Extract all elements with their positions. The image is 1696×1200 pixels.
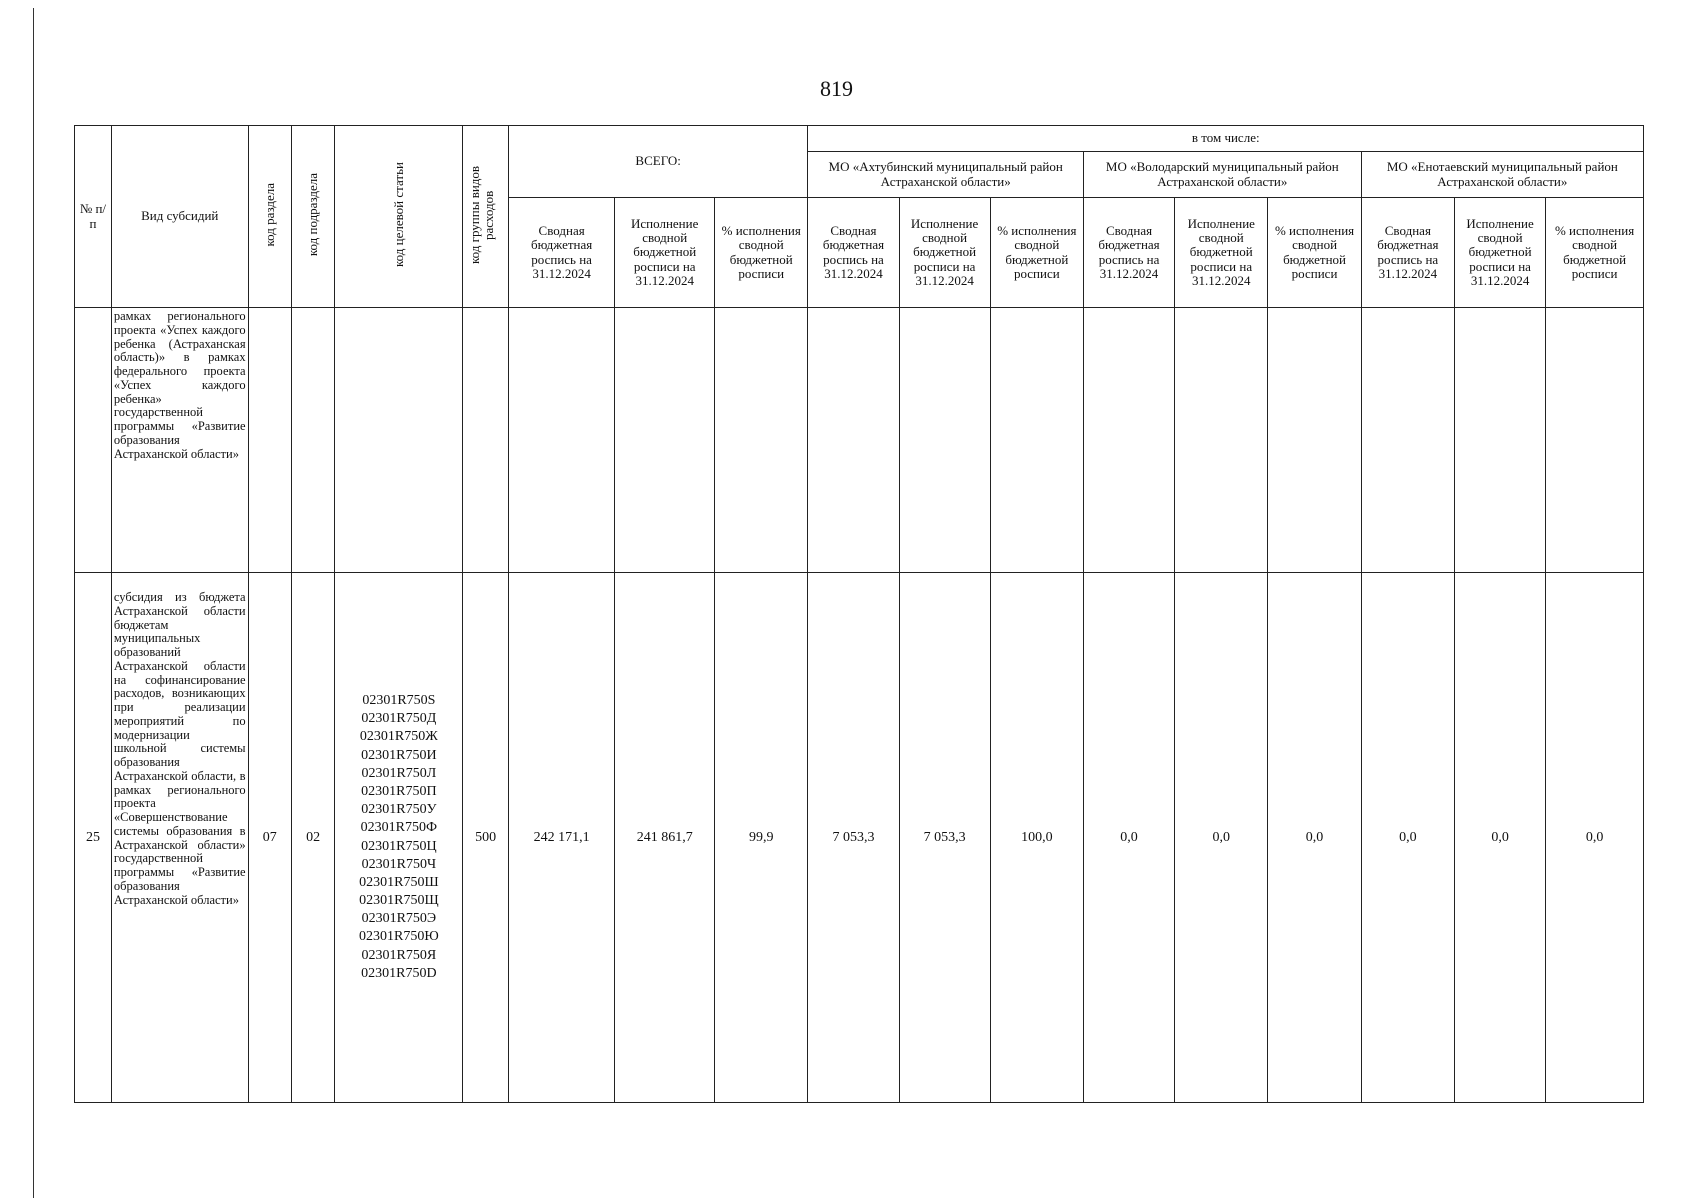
row-subsection: 02 [291,573,334,1103]
cell-mo2-plan [1083,308,1174,573]
row-subsection [291,308,334,573]
target-code: 02301R750Я [361,947,437,963]
target-code: 02301R750Л [361,765,437,781]
page-number: 819 [820,76,853,101]
col-header-percent: % исполнения сводной бюджетной росписи [1268,198,1361,308]
row-num [75,308,112,573]
col-header-execution: Исполнение сводной бюджетной росписи на 31.12.2024 [899,198,990,308]
cell-mo3-plan: 0,0 [1361,573,1454,1103]
col-header-percent: % исполнения сводной бюджетной росписи [1546,198,1644,308]
col-header-plan: Сводная бюджетная роспись на 31.12.2024 [1083,198,1174,308]
col-header-expense-group: код группы видов расходов [463,126,509,308]
col-header-mo-enotaevsky: МО «Енотаевский муниципальный район Астраханской области» [1361,152,1643,198]
row-section: 07 [248,573,291,1103]
subsidy-table [74,125,1644,1103]
row-expense-group [463,308,509,573]
cell-mo1-percent: 100,0 [990,573,1083,1103]
cell-mo2-execution [1175,308,1268,573]
col-header-plan: Сводная бюджетная роспись на 31.12.2024 [808,198,899,308]
cell-mo1-percent [990,308,1083,573]
cell-total-execution [615,308,715,573]
cell-total-plan: 242 171,1 [508,573,614,1103]
row-subsidy-text: рамках регионального проекта «Успех каждого ребенка (Астраханская область)» в рамках федерального проекта «Успех каждого ребенка» государственной программы «Развитие образования Астраханской области» [111,308,248,573]
cell-total-percent [715,308,808,573]
cell-mo3-percent [1546,308,1644,573]
col-header-execution: Исполнение сводной бюджетной росписи на 31.12.2024 [1455,198,1546,308]
target-code: 02301R750Ф [360,820,438,836]
col-header-execution: Исполнение сводной бюджетной росписи на 31.12.2024 [615,198,715,308]
row-subsidy-text: субсидия из бюджета Астраханской области бюджетам муниципальных образований Астраханской области на софинансирование расходов, возникающих при реализации мероприятий по модернизации школьной системы образования Астраханской области, в рамках регионального проекта «Совершенствование системы образования в Астраханской области» государственной программы «Развитие образования Астраханской области» [111,573,248,1103]
col-header-total: ВСЕГО: [508,126,807,198]
target-code: 02301R750Ю [359,929,439,945]
target-code: 02301R750D [361,965,437,981]
target-code: 02301R750Ц [361,838,437,854]
target-code: 02301R750Ш [359,874,439,890]
cell-total-percent: 99,9 [715,573,808,1103]
target-code: 02301R750Ч [361,856,437,872]
col-header-type: Вид субсидий [111,126,248,308]
row-target-codes [335,573,463,1103]
col-header-mo-akhtubinsky: МО «Ахтубинский муниципальный район Астраханской области» [808,152,1084,198]
table-row [75,308,1644,573]
col-header-percent: % исполнения сводной бюджетной росписи [715,198,808,308]
cell-mo1-execution [899,308,990,573]
row-expense-group: 500 [463,573,509,1103]
cell-total-execution: 241 861,7 [615,573,715,1103]
cell-mo1-plan: 7 053,3 [808,573,899,1103]
cell-mo2-execution: 0,0 [1175,573,1268,1103]
table-row [75,573,1644,1103]
margin-line [33,8,34,1198]
cell-mo3-execution: 0,0 [1455,573,1546,1103]
col-header-percent: % исполнения сводной бюджетной росписи [990,198,1083,308]
col-header-plan: Сводная бюджетная роспись на 31.12.2024 [1361,198,1454,308]
target-code: 02301R750У [361,802,437,818]
col-header-mo-volodarsky: МО «Володарский муниципальный район Астраханской области» [1083,152,1361,198]
target-code: 02301R750Д [361,711,437,727]
cell-mo3-plan [1361,308,1454,573]
cell-mo1-execution: 7 053,3 [899,573,990,1103]
cell-mo3-execution [1455,308,1546,573]
cell-mo3-percent: 0,0 [1546,573,1644,1103]
target-code: 02301R750S [362,693,436,708]
col-header-including: в том числе: [808,126,1644,152]
target-code: 02301R750И [361,747,437,763]
row-target-codes [335,308,463,573]
cell-total-plan [508,308,614,573]
col-header-target-article: код целевой статьи [335,126,463,308]
row-num: 25 [75,573,112,1103]
target-code: 02301R750П [361,783,437,799]
target-code: 02301R750Ж [359,729,438,745]
cell-mo2-percent: 0,0 [1268,573,1361,1103]
target-code: 02301R750Э [361,911,437,927]
col-header-execution: Исполнение сводной бюджетной росписи на 31.12.2024 [1175,198,1268,308]
target-code: 02301R750Щ [359,893,439,909]
col-header-plan: Сводная бюджетная роспись на 31.12.2024 [508,198,614,308]
cell-mo2-percent [1268,308,1361,573]
col-header-section: код раздела [248,126,291,308]
col-header-num: № п/п [75,126,112,308]
col-header-subsection: код подраздела [291,126,334,308]
cell-mo1-plan [808,308,899,573]
row-section [248,308,291,573]
cell-mo2-plan: 0,0 [1083,573,1174,1103]
